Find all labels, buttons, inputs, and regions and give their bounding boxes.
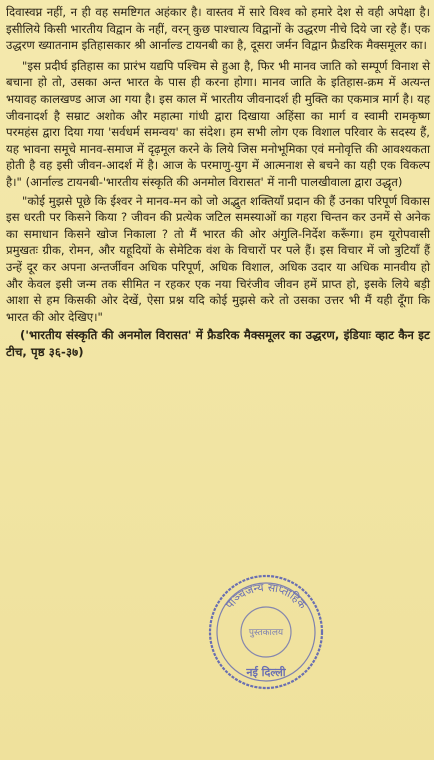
stamp-center-text: पुस्तकालय bbox=[248, 628, 284, 638]
paragraph-toynbee-quote: "इस प्रदीर्घ इतिहास का प्रारंभ यद्यपि पश्चिम से हुआ है, फिर भी मानव जाति को सम्पूर्ण विनाश से बचाना हो तो, उसका अन्त भारत के पास ही करना होगा। मानव जाति के इतिहास-क्रम में अत्यन्त भयावह कालखण्ड आज आ गया है। इस काल में भारतीय जीवनादर्श ही मुक्ति का एकमात्र मार्ग है। यह जीवनादर्श है सम्राट अशोक और महात्मा गांधी द्वारा दिखाया अहिंसा का मार्ग व स्वामी रामकृष्ण परमहंस द्वारा दिया गया 'सर्वधर्म समन्वय' का संदेश। हम सभी लोग एक विशाल परिवार के सदस्य हैं, यह भावना समूचे मानव-समाज में दृढ़मूल करने के लिये जिस मनोभूमिका एवं मनोवृत्ति की आवश्यकता होती है वह इसी जीवन-आदर्श में है। आज के परमाणु-युग में आत्मनाश से बचने का यही एक विकल्प है।" (आर्नाल्ड टायनबी-'भारतीय संस्कृति की अनमोल विरासत' में नानी पालखीवाला द्वारा उद्धृत) bbox=[6, 58, 430, 189]
library-stamp bbox=[203, 572, 329, 690]
stamp-bottom-text: नई दिल्ली bbox=[246, 666, 286, 679]
stamp-top-text: पाञ्चजन्य साप्ताहिक bbox=[222, 580, 310, 612]
paragraph-maxmuller-quote: "कोई मुझसे पूछे कि ईश्वर ने मानव-मन को जो अद्भुत शक्तियाँ प्रदान की हैं उनका परिपूर्ण विकास इस धरती पर किसने किया ? जीवन की प्रत्येक जटिल समस्याओं का गहरा चिन्तन कर उनमें से अनेक का समाधान किसने खोज निकाला ? तो मैं भारत की ओर अंगुलि-निर्देश करूँगा। हम यूरोपवासी प्रमुखतः ग्रीक, रोमन, और यहूदियों के सेमेटिक वंश के विचारों पर पले हैं। इस विचार में जो त्रुटियाँ हैं उन्हें दूर कर अपना अन्तर्जीवन अधिक परिपूर्ण, अधिक विशाल, अधिक उदार या अधिक मानवीय हो और केवल इसी जन्म तक सीमित न रहकर एक नया चिरंजीव जीवन हमें प्राप्त हो, इसके लिये बड़ी आशा से हम किसकी ओर देखें, ऐसा प्रश्न यदि कोई मुझसे करे तो उसका उत्तर भी मैं यही दूँगा कि भारत की ओर देखिए।" bbox=[6, 193, 430, 324]
body-text bbox=[6, 4, 430, 360]
paragraph-intro: दिवास्वप्न नहीं, न ही वह समष्टिगत अहंकार है। वास्तव में सारे विश्व को हमारे देश से वही अपेक्षा है। इसीलिये किसी भारतीय विद्वान के नहीं, वरन् कुछ पाश्चात्य विद्वानों के उद्धरण नीचे दिये जा रहे हैं। एक उद्धरण ख्यातनाम इतिहासकार श्री आर्नाल्ड टायनबी का है, दूसरा जर्मन विद्वान फ्रैडरिक मैक्समूलर का। bbox=[6, 5, 430, 53]
citation: ('भारतीय संस्कृति की अनमोल विरासत' में फ्रैडरिक मैक्समूलर का उद्धरण, इंडियाः व्हाट कैन इट टीच, पृष्ठ ३६-३७) bbox=[6, 328, 430, 359]
